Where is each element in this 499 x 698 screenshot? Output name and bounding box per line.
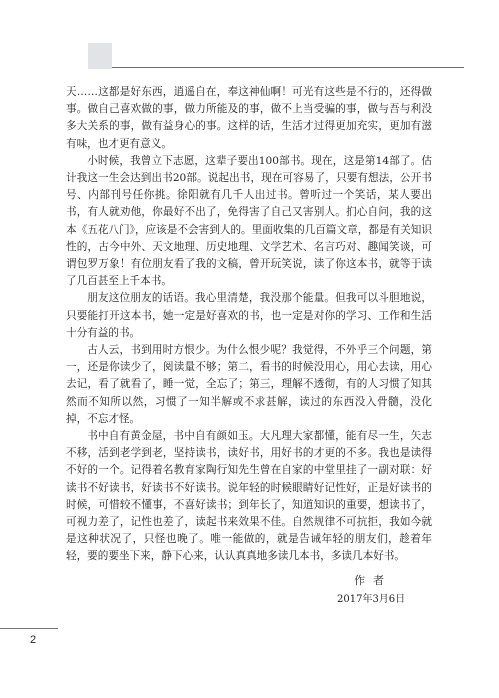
preface-body: [66, 84, 432, 566]
paragraph-2: 小时候，我曾立下志愿，这辈子要出100部书。现在，这是第14部了。估计我这一生会达到出书20部。说起出书，现在可容易了，只要有想法，公开书号、内部刊号任你挑。徐阳就有几千人出过书。曾听过一个笑话，某人要出书，有人就劝他，你最好不出了，免得害了自己又害别人。扪心自问，我的这本《五花八门》，应该是不会害到人的。里面收集的几百篇文章，都是有关知识性的，古今中外、天文地理、历史地理、文学艺术、名言巧对、趣闻笑谈，可谓包罗万象！有位朋友看了我的文稿，曾开玩笑说，读了你这本书，就等于读了几百甚至上千本书。: [66, 154, 432, 288]
paragraph-5: 书中自有黄金屋，书中自有颜如玉。大凡理大家都懂，能有尽一生，矢志不移，活到老学到老，坚持读书，读好书，用好书的才更的不多。我也是读得不好的一个。记得着名教育家陶行知先生曾在自家的中堂里挂了一副对联：好读书不好读书，好读书不好读书。说年轻的时候眼睛好记性好，正是好读书的时候，可惜较不懂事，不喜好读书；到年长了，知道知识的重要，想读书了，可视力差了，记性也差了，读起书来效果不佳。自然规律不可抗拒，我如今就是这种状况了，只怪也晚了。唯一能做的，就是告诫年轻的朋友们，趁着年轻，要的要坐下来，静下心来，认认真真地多读几本书，多读几本好书。: [66, 430, 432, 563]
author-signature: 作者: [354, 574, 392, 587]
page-number: 2: [30, 634, 37, 646]
paragraph-1: 天……这都是好东西，逍遥自在，奉这神仙啊！可光有这些是不行的，还得做事。做自己喜欢做的事，做力所能及的事，做不上当受骗的事，做与吾与利没多大关系的事，做有益身心的事。这样的话，生活才过得更加充实，更加有滋有味，也才更有意义。: [66, 86, 432, 150]
paragraph-4: 古人云，书到用时方恨少。为什么恨少呢？我觉得，不外乎三个问题，第一，还是你读少了，阅读量不够；第二，看书的时候没用心，用心去读，用心去记，看了就看了，睡一觉，全忘了；第三，理解不透彻，有的人习惯了知其然而不知所以然，习惯了一知半解或不求甚解，读过的东西没入骨髓，没化掉，不忘才怪。: [66, 344, 432, 425]
date-line: 2017年3月6日: [337, 594, 406, 605]
footer-rule: [0, 628, 58, 629]
header-decoration-box: [88, 43, 112, 69]
header-rule: [112, 67, 464, 68]
paragraph-3: 朋友这位朋友的话语。我心里清楚，我没那个能量。但我可以斗胆地说，只要能打开这本书，她一定是好喜欢的书，也一定是对你的学习、工作和生活十分有益的书。: [66, 292, 432, 339]
